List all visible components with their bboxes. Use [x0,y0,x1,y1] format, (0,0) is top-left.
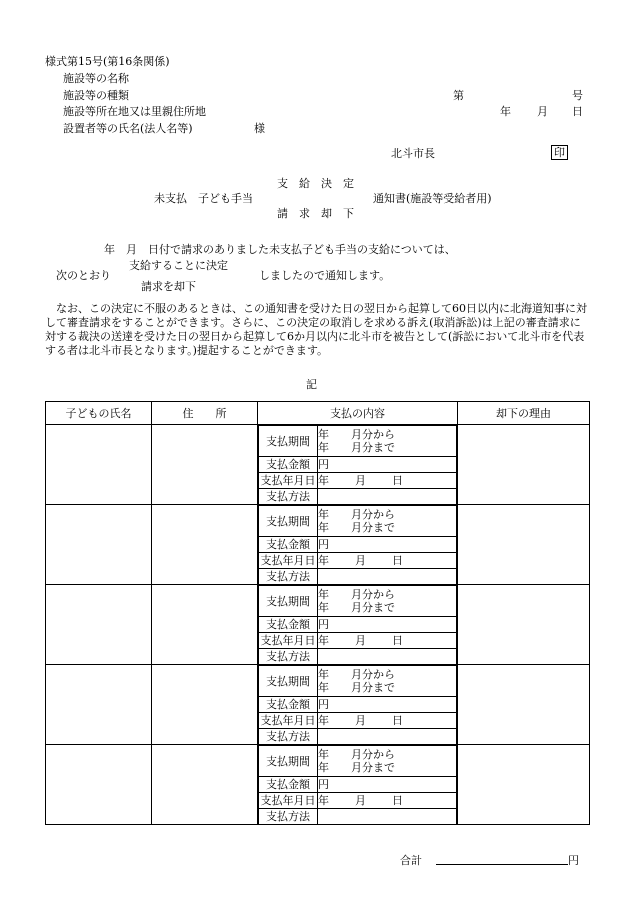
period-label: 支払期間 [259,586,318,617]
yen-unit: 円 [318,698,329,711]
pay-year: 年 [318,794,329,807]
amount-row [259,457,457,473]
period-from: 年 月分から [318,428,395,441]
doc-number-suffix: 号 [572,89,583,102]
method-label: 支払方法 [259,649,318,665]
total-unit: 円 [568,854,579,867]
appeal-notice: なお、この決定に不服のあるときは、この通知書を受けた日の翌日から起算して60日以内に北海道知事に対して審査請求をすることができます。さらに、この決定の取消しを求める訴え(取消訴訟)は上記の審査請求に対する裁決の送達を受けた日の翌日から起算して6か月以内に北斗市を被告として(訴訟において北斗市を代表する者は北斗市長となります。)提起することができます。 [45,302,587,357]
yen-unit: 円 [318,618,329,631]
amount-value[interactable] [318,777,457,793]
amount-label: 支払金額 [259,777,318,793]
amount-value[interactable] [318,537,457,553]
amount-value[interactable] [318,617,457,633]
option-approve: 支給することに決定 [129,259,228,272]
pay-date-label: 支払年月日 [260,634,316,647]
doc-number-prefix: 第 [453,89,464,102]
payment-detail [258,665,457,744]
amount-row [259,537,457,553]
header-child-name: 子どもの氏名 [46,402,152,425]
method-label: 支払方法 [259,729,318,745]
pay-day: 日 [392,554,403,567]
rejection-reason-cell[interactable] [458,665,590,745]
table-row [46,665,590,745]
date-row [259,713,457,729]
option-reject: 請求を却下 [141,280,196,293]
total-label: 合計 [400,854,422,867]
period-row [259,586,457,617]
period-row [259,746,457,777]
header-payment-content: 支払の内容 [258,402,458,425]
header-rejection-reason: 却下の理由 [458,402,590,425]
pay-date-value[interactable] [318,473,457,489]
period-to: 年 月分まで [318,441,395,454]
pay-day: 日 [392,714,403,727]
facility-type-label: 施設等の種類 [63,89,129,102]
rejection-reason-cell[interactable] [458,505,590,585]
seal-mark: 印 [551,145,568,160]
period-label: 支払期間 [259,666,318,697]
method-row [259,489,457,505]
payment-content-cell [258,425,458,505]
date-row [259,473,457,489]
pay-month: 月 [355,634,366,647]
pay-day: 日 [392,474,403,487]
amount-label: 支払金額 [259,457,318,473]
period-from: 年 月分から [318,668,395,681]
title-right: 通知書(施設等受給者用) [373,192,492,205]
period-row [259,666,457,697]
payment-content-cell [258,665,458,745]
method-row [259,809,457,825]
period-label: 支払期間 [259,746,318,777]
rejection-reason-cell[interactable] [458,585,590,665]
period-value[interactable] [318,666,457,697]
method-value[interactable] [318,489,457,505]
date-row [259,793,457,809]
payment-content-cell [258,745,458,825]
method-label: 支払方法 [259,489,318,505]
address-cell[interactable] [152,425,258,505]
form-number: 様式第15号(第16条関係) [45,55,170,68]
pay-year: 年 [318,714,329,727]
payment-detail [258,745,457,824]
facility-address-label: 施設等所在地又は里親住所地 [63,105,206,118]
payment-detail [258,425,457,504]
amount-label: 支払金額 [259,697,318,713]
period-value[interactable] [318,426,457,457]
period-from: 年 月分から [318,588,395,601]
period-row [259,506,457,537]
header-address: 住 所 [152,402,258,425]
payment-detail [258,585,457,664]
table-row [46,585,590,665]
period-from: 年 月分から [318,748,395,761]
pay-month: 月 [355,794,366,807]
pay-month: 月 [355,474,366,487]
body-left: 次のとおり [56,269,111,282]
title-rejection: 請 求 却 下 [277,207,354,220]
method-label: 支払方法 [259,809,318,825]
yen-unit: 円 [318,778,329,791]
pay-day: 日 [392,794,403,807]
date-row [259,633,457,649]
pay-year: 年 [318,634,329,647]
table-row [46,425,590,505]
pay-date-label: 支払年月日 [260,554,316,567]
pay-date-value[interactable] [318,553,457,569]
pay-date-label: 支払年月日 [260,794,316,807]
amount-row [259,697,457,713]
method-value[interactable] [318,729,457,745]
period-label: 支払期間 [259,506,318,537]
amount-value[interactable] [318,457,457,473]
period-value[interactable] [318,506,457,537]
period-from: 年 月分から [318,508,395,521]
period-to: 年 月分まで [318,681,395,694]
method-row [259,729,457,745]
amount-label: 支払金額 [259,617,318,633]
pay-date-value[interactable] [318,633,457,649]
address-cell[interactable] [152,585,258,665]
pay-month: 月 [355,714,366,727]
table-row [46,745,590,825]
pay-month: 月 [355,554,366,567]
address-cell[interactable] [152,745,258,825]
date-day: 日 [572,105,583,118]
child-name-cell[interactable] [46,505,152,585]
founder-name-label: 設置者等の氏名(法人名等) [63,122,193,135]
total-field[interactable] [436,864,568,865]
rejection-reason-cell[interactable] [458,745,590,825]
pay-date-value[interactable] [318,713,457,729]
facility-name-label: 施設等の名称 [63,72,129,85]
yen-unit: 円 [318,538,329,551]
payment-content-cell [258,505,458,585]
amount-value[interactable] [318,697,457,713]
amount-row [259,617,457,633]
amount-label: 支払金額 [259,537,318,553]
child-name-cell[interactable] [46,665,152,745]
pay-year: 年 [318,554,329,567]
pay-year: 年 [318,474,329,487]
title-left: 未支払 子ども手当 [154,192,253,205]
pay-date-label: 支払年月日 [260,714,316,727]
date-row [259,553,457,569]
pay-date-label: 支払年月日 [260,474,316,487]
date-month: 月 [537,105,548,118]
payment-detail [258,505,457,584]
title-decision: 支 給 決 定 [277,177,354,190]
ki-mark: 記 [306,378,317,391]
yen-unit: 円 [318,458,329,471]
rejection-reason-cell[interactable] [458,425,590,505]
issuer-name: 北斗市長 [391,147,435,160]
period-value[interactable] [318,586,457,617]
address-cell[interactable] [152,665,258,745]
date-year: 年 [500,105,511,118]
payment-table [45,401,590,825]
honorific: 様 [254,122,265,135]
period-label: 支払期間 [259,426,318,457]
method-value[interactable] [318,649,457,665]
body-right: しましたので通知します。 [259,269,391,282]
amount-row [259,777,457,793]
child-name-cell[interactable] [46,425,152,505]
period-row [259,426,457,457]
table-row [46,505,590,585]
period-to: 年 月分まで [318,521,395,534]
body-line1: 年 月 日付で請求のありました未支払子ども手当の支給については、 [104,243,456,256]
method-row [259,649,457,665]
child-name-cell[interactable] [46,585,152,665]
address-cell[interactable] [152,505,258,585]
pay-date-value[interactable] [318,793,457,809]
method-row [259,569,457,585]
period-to: 年 月分まで [318,761,395,774]
pay-day: 日 [392,634,403,647]
method-value[interactable] [318,569,457,585]
payment-content-cell [258,585,458,665]
period-value[interactable] [318,746,457,777]
child-name-cell[interactable] [46,745,152,825]
method-label: 支払方法 [259,569,318,585]
method-value[interactable] [318,809,457,825]
table-header-row [46,402,590,425]
period-to: 年 月分まで [318,601,395,614]
